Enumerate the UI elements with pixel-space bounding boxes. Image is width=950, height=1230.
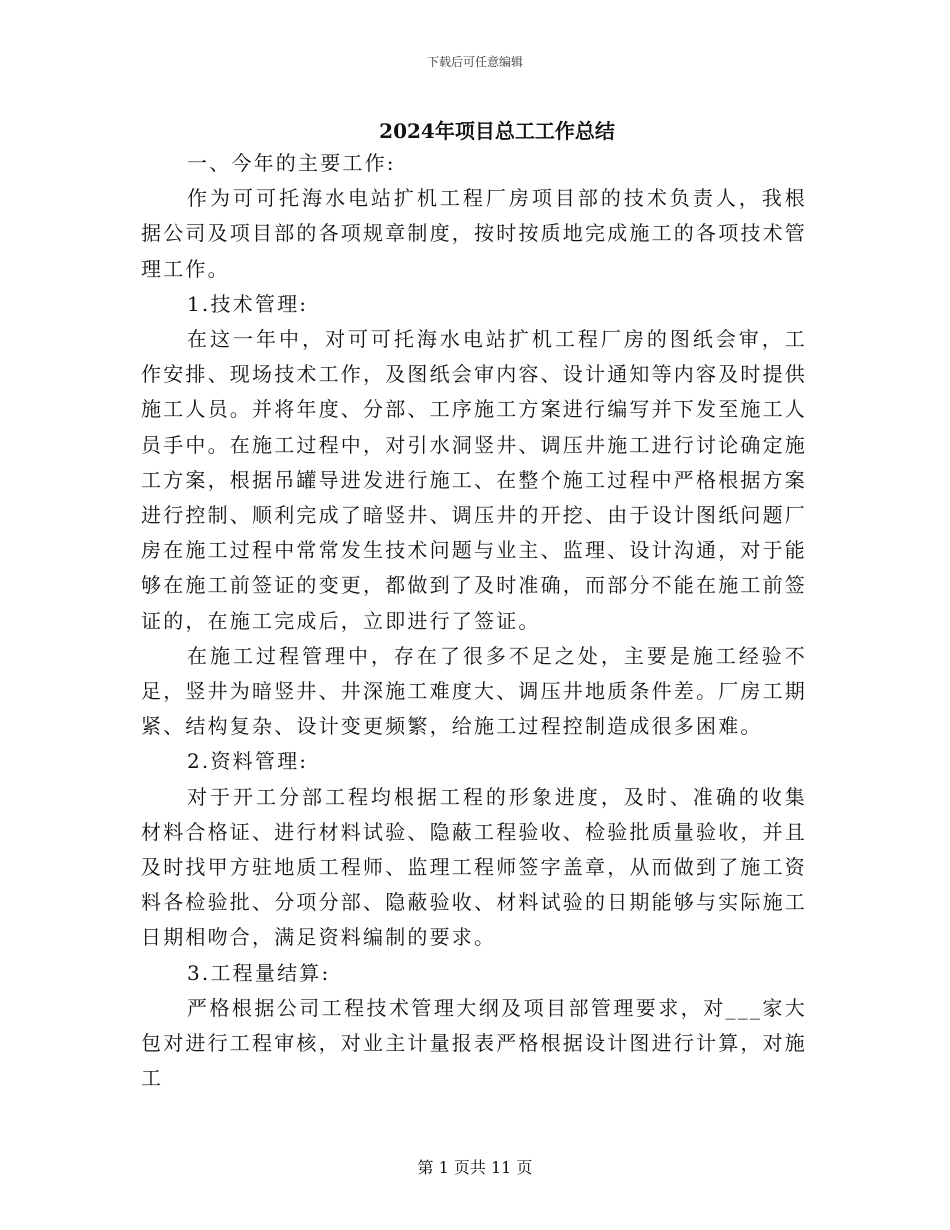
- body-paragraph: 在这一年中，对可可托海水电站扩机工程厂房的图纸会审，工作安排、现场技术工作，及图纸会审内容、设计通知等内容及时提供施工人员。并将年度、分部、工序施工方案进行编写并下发至施工人员手中。在施工过程中，对引水洞竖井、调压井施工进行讨论确定施工方案，根据吊罐导进发进行施工、在整个施工过程中严格根据方案进行控制、顺利完成了暗竖井、调压井的开挖、由于设计图纸问题厂房在施工过程中常常发生技术问题与业主、监理、设计沟通，对于能够在施工前签证的变更，都做到了及时准确，而部分不能在施工前签证的，在施工完成后，立即进行了签证。: [141, 327, 807, 633]
- document-body: [141, 146, 807, 1096]
- document-title: 2024年项目总工工作总结: [379, 119, 615, 143]
- body-paragraph: 在施工过程管理中，存在了很多不足之处，主要是施工经验不足，竖井为暗竖井、井深施工难度大、调压井地质条件差。厂房工期紧、结构复杂、设计变更频繁，给施工过程控制造成很多困难。: [141, 643, 807, 739]
- body-paragraph: 作为可可托海水电站扩机工程厂房项目部的技术负责人，我根据公司及项目部的各项规章制度，按时按质地完成施工的各项技术管理工作。: [141, 186, 807, 281]
- subsection-heading-document-management: 2.资料管理:: [187, 749, 309, 774]
- body-paragraph: 严格根据公司工程技术管理大纲及项目部管理要求，对___家大包对进行工程审核，对业主计量报表严格根据设计图进行计算，对施工: [141, 995, 807, 1091]
- subsection-heading-tech-management: 1.技术管理:: [187, 291, 309, 316]
- section-heading-main-work: 一、今年的主要工作:: [187, 151, 396, 175]
- page-number: 第 1 页共 11 页: [417, 1158, 533, 1177]
- header-note: 下载后可任意编辑: [426, 55, 523, 69]
- subsection-heading-quantity-settlement: 3.工程量结算:: [187, 960, 331, 985]
- body-paragraph: 对于开工分部工程均根据工程的形象进度，及时、准确的收集材料合格证、进行材料试验、隐蔽工程验收、检验批质量验收，并且及时找甲方驻地质工程师、监理工程师签字盖章，从而做到了施工资料各检验批、分项分部、隐蔽验收、材料试验的日期能够与实际施工日期相吻合，满足资料编制的要求。: [141, 784, 807, 950]
